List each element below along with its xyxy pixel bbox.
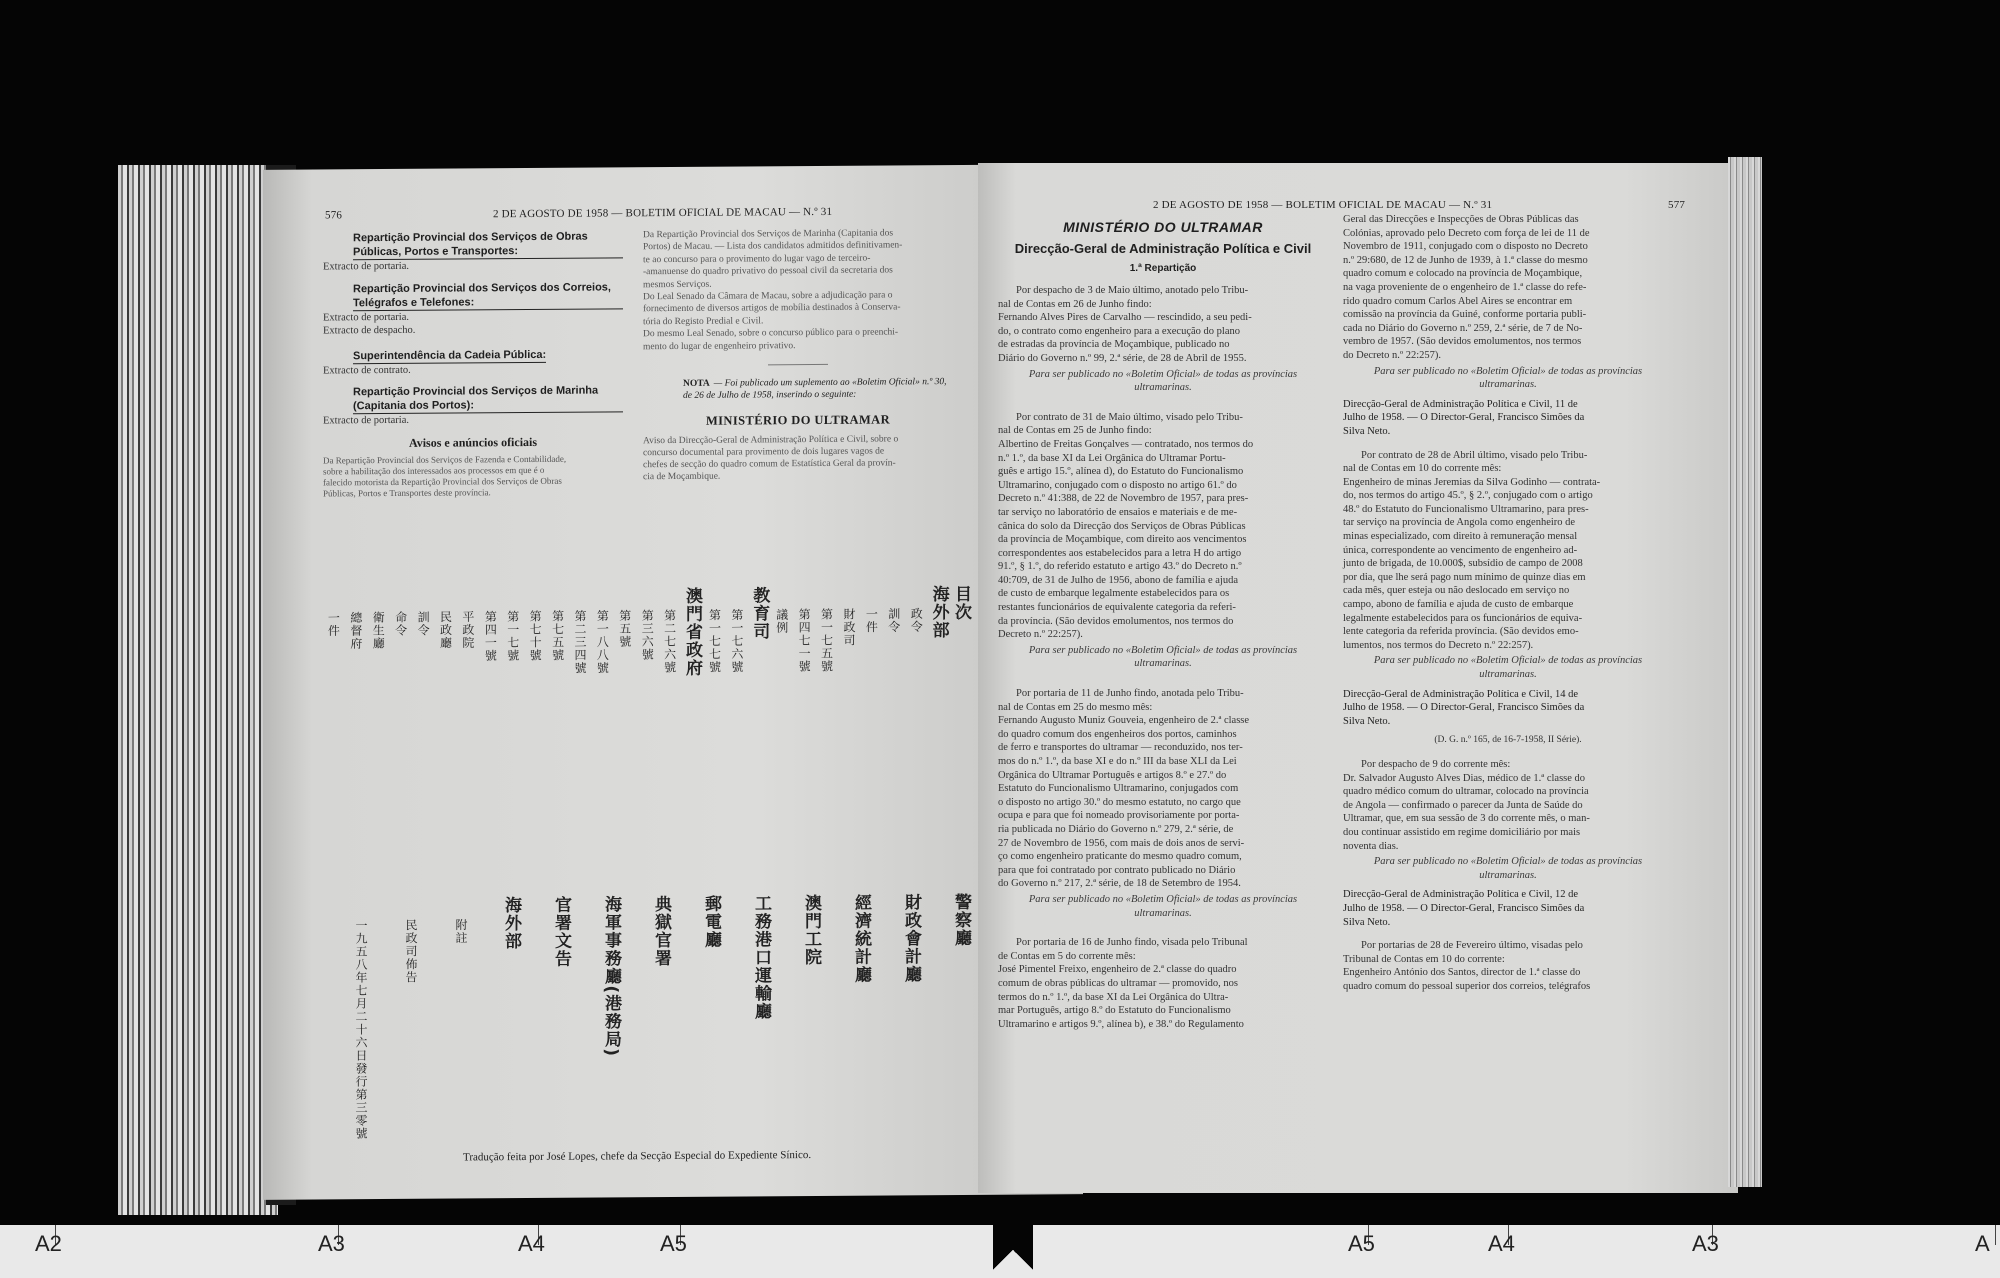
text-line: restantes funcionários de equivalente categoria da referi- — [998, 602, 1236, 614]
section-line: Extracto de despacho. — [323, 324, 416, 337]
ministerio-line: chefes de secção do quadro comum de Estatística Geral da provín- — [643, 458, 896, 471]
nota-block — [643, 376, 953, 402]
chinese-column: 郵電廳 — [701, 894, 721, 949]
text-line: do Decreto n.º 22:257). — [1343, 349, 1442, 361]
text-line: Ultramarino, conjugado com o disposto no artigo 61.º do — [998, 479, 1237, 491]
chinese-column: 民政司佈告 — [404, 918, 418, 984]
chinese-column: 民政廳 — [438, 610, 453, 650]
publication-note: Para ser publicado no «Boletim Oficial» de todas as províncias ultramarinas. — [1373, 856, 1643, 881]
section-line: Extracto de portaria. — [323, 415, 409, 427]
text-line: n.º 1.º, da base XI da Lei Orgânica do Ultramar Portu- — [998, 452, 1226, 464]
chinese-column: 訓令 — [416, 610, 431, 637]
text-line: mos do n.º 1.º, da base XI e do n.º III da base XLI da Lei — [998, 756, 1237, 767]
notice-line: te ao concurso para o provimento do lugar vago de terceiro- — [643, 253, 871, 266]
notice-line: Portos) de Macau. — Lista dos candidatos admitidos definitivamen- — [643, 240, 903, 253]
section-block — [323, 229, 623, 274]
text-line: Julho de 1958. — O Director-Geral, Francisco Simões da — [1343, 702, 1585, 714]
text-line: tar serviço na província de Angola como engenheiro de — [1343, 517, 1576, 529]
chinese-column: 衛生廳 — [371, 611, 386, 651]
text-line: Julho de 1958. — O Director-Geral, Francisco Simões da — [1343, 412, 1585, 424]
text-line: Por portarias de 28 de Fevereiro último, visadas pelo — [1361, 940, 1583, 952]
ruler-center-notch — [993, 1222, 1033, 1278]
chinese-column: 工務港口運輸廳 — [751, 894, 771, 1021]
avisos-title: Avisos e anúncios oficiais — [408, 434, 538, 450]
text-line: Direcção-Geral de Administração Política e Civil, 11 de — [1343, 398, 1578, 410]
chinese-column: 海外部 — [501, 896, 521, 951]
ruler-label: A5 — [1348, 1231, 1375, 1256]
right-col-1-text — [998, 284, 1328, 1031]
text-line: quadro médico comum do ultramar, colocado na província — [1343, 786, 1589, 798]
chinese-column: 第一七五號 — [819, 607, 834, 673]
section-heading: Superintendência da Cadeia Pública: — [353, 348, 547, 363]
chinese-column: 財政會計廳 — [901, 893, 921, 984]
text-line: quadro comum do pessoal superior dos correios, telégrafos — [1343, 980, 1591, 992]
text-line: na vaga proveniente de o engenheiro de 1.ª classe do refe- — [1343, 281, 1587, 293]
chinese-column: 警察廳 — [951, 892, 971, 948]
chinese-column: 教育司 — [749, 586, 770, 641]
text-line: Geral das Direcções e Inspecções de Obras Públicas das — [1343, 214, 1579, 225]
avisos-line: falecido motorista da Repartição Provincial dos Serviços de Obras — [323, 475, 562, 488]
text-line: Direcção-Geral de Administração Política e Civil, 14 de — [1343, 688, 1579, 700]
text-line: Fernando Alves Pires de Carvalho — rescindido, a seu pedi- — [998, 312, 1252, 324]
left-footer-translation-note: Tradução feita por José Lopes, chefe da Secção Especial do Expediente Sínico. — [463, 1149, 812, 1164]
chinese-column: 經濟統計廳 — [851, 893, 871, 984]
text-line: Direcção-Geral de Administração Política e Civil, 12 de — [1343, 889, 1579, 901]
text-line: ço como engenheiro praticante do mesmo quadro comum, — [998, 851, 1242, 863]
right-col-1 — [998, 219, 1328, 1031]
text-line: Diário do Governo n.º 99, 2.ª série, de 28 de Abril de 1955. — [998, 352, 1247, 364]
text-line: cânica do solo da Direcção dos Serviços de Obras Públicas — [998, 520, 1246, 532]
notice-line: mesmos Serviços. — [643, 279, 712, 290]
chinese-column: 總督府 — [348, 611, 363, 651]
separator-rule — [768, 364, 828, 365]
text-line: do, o contrato como engenheiro para a execução do plano — [998, 325, 1240, 337]
publication-note: Para ser publicado no «Boletim Oficial» de todas as províncias ultramarinas. — [1028, 368, 1298, 394]
text-line: quadro comum e colocado na província de Moçambique, — [1343, 268, 1583, 280]
text-line: Orgânica do Ultramar Português e artigos 8.º e 27.º do — [998, 769, 1227, 781]
text-line: Por despacho de 9 do corrente mês: — [1361, 758, 1511, 770]
text-line: cada mês, quer esteja ou não deslocado em serviço no — [1343, 585, 1570, 597]
text-line: do Governo n.º 217, 2.ª série, de 18 de Setembro de 1954. — [998, 878, 1241, 890]
text-line: Silva Neto. — [1343, 715, 1391, 727]
ruler-label: A3 — [318, 1231, 345, 1256]
text-line: nal de Contas em 25 do mesmo mês: — [998, 701, 1153, 713]
text-line: para que foi contratado por contrato publicado no Diário — [998, 864, 1236, 876]
left-running-header: 2 DE AGOSTO DE 1958 — BOLETIM OFICIAL DE MACAU — N.º 31 — [493, 205, 833, 221]
text-line: Estatuto do Funcionalismo Ultramarino, conjugados com — [998, 783, 1239, 795]
text-line: de estradas da província de Moçambique, publicado no — [998, 339, 1230, 351]
text-line: ocupa e para que foi nomeado provisoriamente por porta- — [998, 810, 1240, 822]
ruler-label: A3 — [1692, 1231, 1719, 1256]
chinese-column: 訓令 — [886, 607, 901, 634]
chinese-column: 第五號 — [617, 609, 632, 649]
open-bulletin-book — [118, 135, 1758, 1213]
text-line: vembro de 1957. (São devidos emolumentos, nos termos — [1343, 336, 1582, 348]
text-line: o disposto no artigo 30.º do mesmo estatuto, no cargo que — [998, 796, 1241, 808]
text-line: Por portaria de 16 de Junho findo, visada pelo Tribunal — [1016, 937, 1248, 949]
right-page — [978, 163, 1738, 1193]
ruler-label: A5 — [660, 1231, 687, 1256]
text-line: da província. (São devidos emolumentos, nos termos do — [998, 615, 1234, 627]
section-heading: Repartição Provincial dos Serviços de Marinha (Capitania dos Portos): — [353, 384, 623, 415]
text-line: Julho de 1958. — O Director-Geral, Francisco Simões da — [1343, 902, 1585, 914]
text-line: de Contas em 5 do corrente mês: — [998, 950, 1136, 962]
section-block — [323, 384, 623, 429]
ministerio-title: MINISTÉRIO DO ULTRAMAR — [1063, 219, 1263, 235]
publication-note: Para ser publicado no «Boletim Oficial» de todas as províncias ultramarinas. — [1373, 365, 1643, 391]
right-page-number: 577 — [1668, 199, 1686, 211]
notice-line: Do mesmo Leal Senado, sobre o concurso público para o preenchi- — [643, 327, 899, 340]
reparticao-label: 1.ª Repartição — [1129, 263, 1197, 274]
chinese-column: 海軍事務廳(港務局) — [601, 895, 621, 1058]
text-line: campo, abono de família e ajuda de custo de embarque — [1343, 599, 1574, 611]
section-heading: Repartição Provincial dos Serviços de Obras Públicas, Portos e Transportes: — [353, 229, 623, 260]
text-line: Engenheiro António dos Santos, director de 1.ª classe do — [1343, 967, 1581, 979]
nota-label: NOTA — [683, 378, 710, 389]
text-line: Dr. Salvador Augusto Alves Dias, médico de 1.ª classe do — [1343, 772, 1586, 784]
text-line: do quadro comum dos engenheiros dos portos, caminhos — [998, 728, 1237, 740]
section-heading: Repartição Provincial dos Serviços dos Correios, Telégrafos e Telefones: — [353, 280, 623, 311]
text-line: (D. G. n.º 165, de 16-7-1958, II Série). — [1434, 735, 1582, 746]
chinese-column: 財政司 — [841, 607, 856, 647]
text-line: Albertino de Freitas Gonçalves — contratado, nos termos do — [998, 438, 1254, 450]
ruler-label: A4 — [518, 1231, 545, 1256]
text-line: Ultramar, que, em sua sessão de 3 do corrente mês, o man- — [1343, 813, 1590, 825]
text-line: legalmente estabelecidos para os funcionários de equiva- — [1343, 612, 1583, 624]
text-line: rido quadro comum Carlos Abel Aires se encontrar em — [1343, 295, 1573, 307]
chinese-column: 第二七六號 — [662, 608, 677, 675]
direccao-geral-title: Direcção-Geral de Administração Política e Civil — [1014, 241, 1312, 256]
avisos-line: Públicas, Portos e Transportes deste província. — [323, 487, 491, 499]
chinese-column: 典獄官署 — [651, 895, 671, 968]
right-col-2 — [1343, 213, 1673, 993]
ministerio-title-left: MINISTÉRIO DO ULTRAMAR — [705, 412, 891, 428]
text-line: Por despacho de 3 de Maio último, anotado pelo Tribu- — [1016, 285, 1249, 296]
chinese-column: 平政院 — [460, 610, 475, 650]
chinese-column: 澳門工院 — [801, 893, 821, 967]
right-page-stack — [1728, 157, 1762, 1187]
nota-text: — Foi publicado um suplemento ao «Boletim Oficial» n.º 30, de 26 de Julho de 1958, inserindo o seguinte: — [683, 377, 947, 401]
chinese-column: 政令 — [909, 607, 924, 634]
text-line: 91.º, § 1.º, do referido estatuto e artigo 43.º do Decreto n.º — [998, 561, 1242, 573]
chinese-column: 第四七一號 — [797, 608, 812, 674]
text-line: Por contrato de 31 de Maio último, visado pelo Tribu- — [1016, 411, 1243, 423]
chinese-index-upper — [318, 584, 971, 890]
chinese-column: 第七五號 — [550, 609, 565, 662]
text-line: junto de brigada, de 10.000$, subsídio de campo de 2008 — [1343, 558, 1583, 570]
chinese-column: 第三六號 — [640, 609, 655, 662]
text-line: Ultramarino e artigos 9.º, alínea b), e 38.º do Regulamento — [998, 1018, 1244, 1030]
chinese-column: 第二三四號 — [572, 609, 587, 675]
text-line: noventa dias. — [1343, 840, 1399, 852]
text-line: correspondentes aos estabelecidos para a letra H do artigo — [998, 547, 1242, 559]
notice-line: Da Repartição Provincial dos Serviços de Marinha (Capitania dos — [643, 228, 894, 241]
avisos-line: Da Repartição Provincial dos Serviços de Fazenda e Contabilidade, — [323, 453, 567, 466]
text-line: Por contrato de 28 de Abril último, visado pelo Tribu- — [1361, 449, 1588, 461]
text-line: Novembro de 1911, conjugado com o disposto no Decreto — [1343, 241, 1588, 253]
text-line: Fernando Augusto Muniz Gouveia, engenheiro de 2.ª classe — [998, 715, 1250, 727]
text-line: Decreto n.º 22:257). — [998, 629, 1083, 641]
chinese-column: 議例 — [774, 608, 789, 635]
text-line: comum de obras públicas do ultramar — promovido, nos — [998, 977, 1238, 989]
left-col-index — [323, 229, 623, 499]
text-line: Tribunal de Contas em 10 do corrente: — [1343, 953, 1505, 965]
ruler-label: A2 — [35, 1231, 62, 1256]
text-line: lente categoria da referida província. (São devidos emo- — [1343, 626, 1579, 638]
chinese-column: 第一八八號 — [595, 609, 610, 675]
text-line: termos do n.º 1.º, da base XI da Lei Orgânica do Ultra- — [998, 991, 1229, 1003]
text-line: da província de Moçambique, com direito aos vencimentos — [998, 534, 1247, 546]
text-line: lumentos, nos termos do Decreto n.º 22:257). — [1343, 639, 1534, 651]
text-line: minas especializado, com direito à remuneração mensal — [1343, 531, 1578, 543]
text-line: do, nos termos do artigo 45.º, § 2.º, conjugado com o artigo — [1343, 490, 1593, 502]
right-running-header: 2 DE AGOSTO DE 1958 — BOLETIM OFICIAL DE MACAU — N.º 31 — [1153, 199, 1493, 211]
text-line: nal de Contas em 25 de Junho findo: — [998, 425, 1152, 437]
section-line: Extracto de portaria. — [323, 311, 409, 324]
chinese-column: 第一七七號 — [707, 608, 722, 674]
text-line: ria publicada no Diário do Governo n.º 279, 2.ª série, de — [998, 823, 1234, 835]
text-line: José Pimentel Freixo, engenheiro de 2.ª classe do quadro — [998, 964, 1237, 976]
chinese-column: 第七十號 — [528, 609, 543, 663]
section-block — [323, 280, 623, 338]
text-line: guês e artigo 15.º, alínea d), do Estatuto do Funcionalismo — [998, 466, 1244, 478]
notice-line: Do Leal Senado da Câmara de Macau, sobre a adjudicação para o — [643, 290, 893, 303]
publication-note: Para ser publicado no «Boletim Oficial» de todas as províncias ultramarinas. — [1028, 644, 1298, 670]
text-line: Decreto n.º 41:388, de 22 de Novembro de 1957, para pres- — [998, 493, 1249, 505]
chinese-column: 海外部 — [928, 585, 949, 640]
text-line: Silva Neto. — [1343, 916, 1391, 928]
chinese-column: 第四一號 — [483, 610, 498, 663]
chinese-column: 第一七六號 — [729, 608, 744, 674]
chinese-column: 澳門省政府 — [682, 586, 703, 677]
text-line: comissão na província da Guiné, conforme portaria publi- — [1343, 309, 1587, 321]
text-line: mar Português, artigo 8.º do Estatuto do Funcionalismo — [998, 1005, 1231, 1017]
ruler-label: A4 — [1488, 1231, 1515, 1256]
text-line: 48.º do Estatuto do Funcionalismo Ultramarino, para pres- — [1343, 503, 1589, 515]
text-line: 40:709, de 31 de Julho de 1956, abono de família e ajuda — [998, 574, 1238, 586]
text-line: dou continuar assistido em regime domiciliário por mais — [1343, 826, 1581, 838]
chinese-column: 官署文告 — [551, 895, 571, 968]
left-page-stack — [118, 165, 278, 1215]
text-line: nal de Contas em 10 do corrente mês: — [1343, 463, 1502, 475]
chinese-column: 第一七號 — [505, 610, 520, 663]
notice-line: fornecimento de diversos artigos de mobília destinados à Conserva- — [643, 302, 901, 315]
ruler-tick — [1995, 1225, 1996, 1245]
chinese-index-lower — [318, 892, 971, 1141]
left-col-notices — [643, 227, 953, 483]
section-block — [323, 344, 623, 378]
text-line: cada no Diário do Governo n.º 259, 2.ª série, de 7 de No- — [1343, 322, 1583, 334]
text-line: Silva Neto. — [1343, 425, 1391, 437]
text-line: Engenheiro de minas Jeremias da Silva Godinho — contrata- — [1343, 476, 1601, 488]
chinese-column: 附註 — [454, 918, 468, 945]
left-page-number: 576 — [325, 209, 343, 222]
text-line: Por portaria de 11 de Junho findo, anotada pelo Tribu- — [1016, 688, 1244, 700]
publication-note: Para ser publicado no «Boletim Oficial» de todas as províncias ultramarinas. — [1373, 655, 1643, 680]
ruler-label: A — [1975, 1231, 1990, 1256]
text-line: tar serviço no laboratório de ensaios e materiais e de me- — [998, 506, 1238, 518]
notice-line: mento do lugar de engenheiro privativo. — [643, 340, 796, 352]
text-line: 27 de Novembro de 1956, com mais de dois anos de servi- — [998, 837, 1245, 849]
notice-line: tória do Registo Predial e Civil. — [643, 316, 764, 328]
chinese-column: 目次 — [951, 584, 971, 622]
text-line: n.º 29:680, de 12 de Junho de 1939, à 1.ª classe do mesmo — [1343, 254, 1588, 266]
text-line: por dia, que lhe será pago num mínimo de quinze dias em — [1343, 571, 1586, 583]
ministerio-line: cia de Moçambique. — [643, 471, 721, 483]
section-line: Extracto de contrato. — [323, 364, 411, 377]
publication-note: Para ser publicado no «Boletim Oficial» de todas as províncias ultramarinas. — [1028, 893, 1298, 919]
text-line: de ferro e transportes do ultramar — reconduzido, nos ter- — [998, 742, 1243, 754]
chinese-column: 一九五八年七月二十六日發行第三零號 — [354, 919, 368, 1141]
avisos-line: sobre a habilitação dos interessados aos processos em que é o — [323, 464, 545, 477]
text-line: Colónias, aprovado pelo Decreto com força de lei de 11 de — [1343, 227, 1590, 239]
left-page — [263, 164, 1083, 1200]
text-line: única, correspondente ao vencimento de engenheiro ad- — [1343, 544, 1578, 556]
chinese-column: 命令 — [393, 610, 408, 637]
chinese-column: 一件 — [864, 607, 879, 634]
text-line: de Angola — confirmado o parecer da Junta de Saúde do — [1343, 799, 1583, 811]
ministerio-line: Aviso da Direcção-Geral de Administração Política e Civil, sobre o — [643, 434, 899, 447]
notice-line: -amanuense do quadro privativo do pessoal civil da secretaria dos — [643, 265, 893, 278]
text-line: de custo de embarque legalmente estabelecidos para os — [998, 588, 1230, 600]
section-line: Extracto de portaria. — [323, 260, 409, 273]
ministerio-line: concurso documental para provimento de dois lugares vagos de — [643, 446, 885, 459]
text-line: nal de Contas em 26 de Junho findo: — [998, 298, 1152, 310]
chinese-column: 一件 — [326, 611, 341, 638]
